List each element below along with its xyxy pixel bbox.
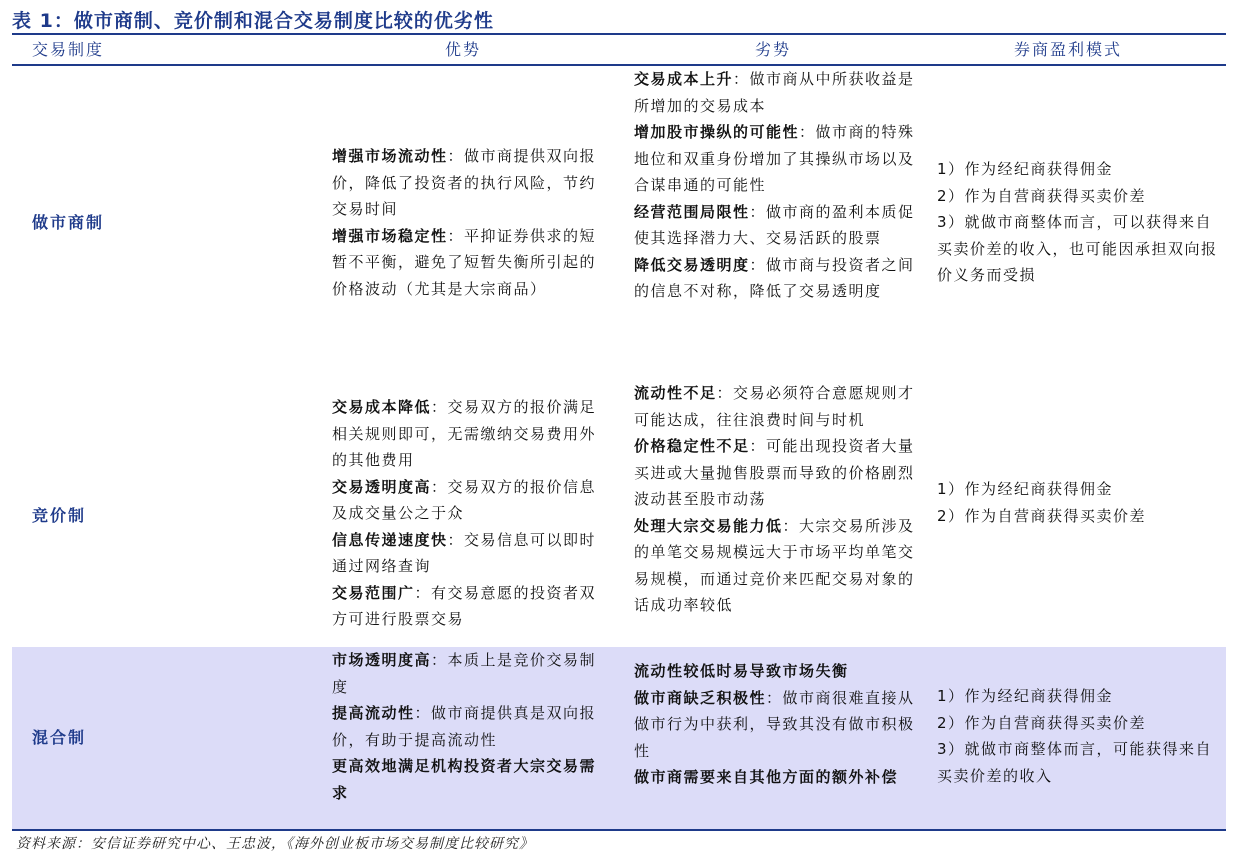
header-disadvantages: 劣势 <box>755 40 792 59</box>
list-item: 2）作为自营商获得买卖价差 <box>937 186 1147 205</box>
list-item: 降低交易透明度：做市商与投资者之间的信息不对称，降低了交易透明度 <box>634 255 915 300</box>
header-system: 交易制度 <box>32 40 105 59</box>
list-item: 1）作为经纪商获得佣金 <box>937 480 1114 498</box>
list-item: 经营范围局限性：做市商的盈利本质促使其选择潜力大、交易活跃的股票 <box>634 202 915 247</box>
row-label-auction: 竞价制 <box>32 506 87 525</box>
list-item: 提高流动性：做市商提供真是双向报价，有助于提高流动性 <box>332 704 597 749</box>
list-item: 做市商需要来自其他方面的额外补偿 <box>634 768 899 786</box>
bottom-rule <box>12 829 1226 831</box>
cell-advantages-market-maker <box>332 143 612 302</box>
list-item: 1）作为经纪商获得佣金 <box>937 687 1114 705</box>
row-label-market-maker: 做市商制 <box>32 213 105 232</box>
list-item: 增强市场流动性：做市商提供双向报价，降低了投资者的执行风险，节约交易时间 <box>332 147 597 218</box>
cell-disadvantages-hybrid <box>634 658 916 791</box>
list-item: 3）就做市商整体而言，可以获得来自买卖价差的收入，也可能因承担双向报价义务而受损 <box>937 213 1218 284</box>
cell-disadvantages-auction <box>634 380 916 619</box>
cell-profit-market-maker <box>937 156 1222 289</box>
list-item: 交易成本降低：交易双方的报价满足相关规则即可，无需缴纳交易费用外的其他费用 <box>332 398 597 469</box>
header-rule <box>12 64 1226 66</box>
list-item: 流动性不足：交易必须符合意愿规则才可能达成，往往浪费时间与时机 <box>634 384 915 429</box>
list-item: 交易范围广：有交易意愿的投资者双方可进行股票交易 <box>332 583 597 628</box>
cell-profit-hybrid <box>937 683 1222 789</box>
top-rule <box>12 33 1226 35</box>
cell-profit-auction <box>937 476 1222 529</box>
list-item: 交易透明度高：交易双方的报价信息及成交量公之于众 <box>332 477 597 522</box>
list-item: 1）作为经纪商获得佣金 <box>937 160 1114 178</box>
list-item: 信息传递速度快：交易信息可以即时通过网络查询 <box>332 530 597 575</box>
list-item: 2）作为自营商获得买卖价差 <box>937 713 1147 732</box>
list-item: 交易成本上升：做市商从中所获收益是所增加的交易成本 <box>634 70 915 115</box>
cell-disadvantages-market-maker <box>634 66 916 305</box>
list-item: 更高效地满足机构投资者大宗交易需求 <box>332 757 597 802</box>
row-label-hybrid: 混合制 <box>32 728 87 747</box>
list-item: 做市商缺乏积极性：做市商很难直接从做市行为中获利，导致其没有做市积极性 <box>634 688 915 760</box>
list-item: 流动性较低时易导致市场失衡 <box>634 662 849 680</box>
list-item: 2）作为自营商获得买卖价差 <box>937 506 1147 525</box>
list-item: 增强市场稳定性：平抑证券供求的短暂不平衡，避免了短暂失衡所引起的价格波动（尤其是大宗商品） <box>332 226 597 298</box>
table-title: 表 1：做市商制、竞价制和混合交易制度比较的优劣性 <box>12 10 494 32</box>
cell-advantages-auction <box>332 394 612 633</box>
list-item: 市场透明度高：本质上是竞价交易制度 <box>332 651 597 696</box>
list-item: 增加股市操纵的可能性：做市商的特殊地位和双重身份增加了其操纵市场以及合谋串通的可能性 <box>634 123 915 194</box>
list-item: 3）就做市商整体而言，可能获得来自买卖价差的收入 <box>937 740 1213 785</box>
list-item: 处理大宗交易能力低：大宗交易所涉及的单笔交易规模远大于市场平均单笔交易规模，而通过竞价来匹配交易对象的话成功率较低 <box>634 516 915 614</box>
list-item: 价格稳定性不足：可能出现投资者大量买进或大量抛售股票而导致的价格剧烈波动甚至股市动荡 <box>634 437 915 508</box>
header-profit-model: 券商盈利模式 <box>1014 40 1123 59</box>
cell-advantages-hybrid <box>332 647 612 806</box>
header-advantages: 优势 <box>445 40 482 59</box>
source-note: 资料来源：安信证券研究中心、王忠波，《海外创业板市场交易制度比较研究》 <box>16 836 534 852</box>
